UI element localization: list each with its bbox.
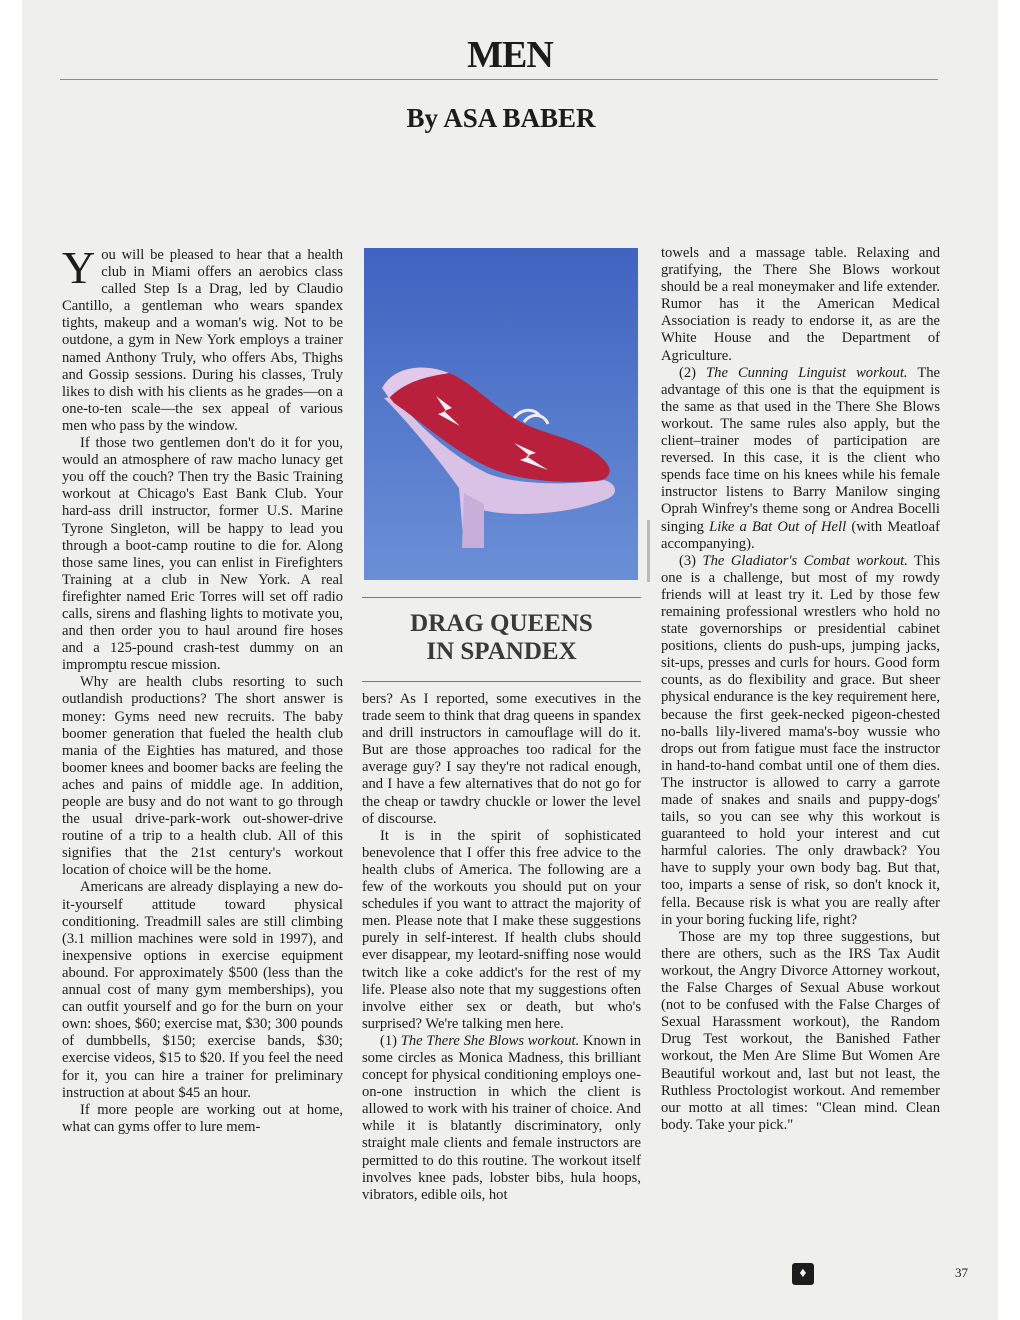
illustration-credit: [644, 520, 654, 582]
article-column-3: [661, 245, 940, 1134]
article-column-2: [362, 691, 641, 1204]
article-headline: DRAG QUEENS IN SPANDEX: [410, 610, 593, 665]
byline: By ASA BABER: [406, 103, 596, 133]
paragraph: towels and a massage table. Relaxing and gratifying, the There She Blows workout should be a real moneymaker and life extender. Rumor has it the American Medical Association is ready to endorse it, as are the White House and the Department of Agriculture.: [661, 245, 940, 364]
paragraph: You will be pleased to hear that a health club in Miami offers an aerobics class called Step Is a Drag, led by Claudio Cantillo, a gentleman who wears spandex tights, makeup and a woman's wig. Not to be outdone, a gym in New York employs a trainer named Anthony Truly, who offers Abs, Thighs and Gossip sessions. During his classes, Truly likes to dish with his clients as he grades—on a one-to-ten scale—the sex appeal of various men who pass by the window.: [62, 242, 343, 434]
red-high-heel-illustration: [364, 248, 638, 580]
headline-top-rule: [362, 597, 641, 598]
paragraph: Americans are already displaying a new do-it-yourself attitude toward physical conditioning. Treadmill sales are still climbing (3.1 million machines were sold in 1997), and inexpensive options in exercise equipment abound. For approximately $500 (less than the annual cost of many gym memberships), you can outfit yourself and go for the burn on your own: shoes, $60; exercise mat, $30; 300 pounds of dumbbells, $150; exercise bands, $30; exercise videos, $15 to $20. If you feel the need for it, you can hire a trainer for preliminary instruction at about $45 an hour.: [62, 879, 343, 1101]
paragraph: bers? As I reported, some executives in the trade seem to think that drag queens in spandex and drill instructors in camouflage will do it. But are those approaches too radical for the average guy? I say they're not radical enough, and I have a few alternatives that do not go for the cheap or tawdry chuckle or lower the level of discourse.: [362, 691, 641, 827]
header-rule: [60, 79, 938, 80]
paragraph: (1) The There She Blows workout. Known in some circles as Monica Madness, this brilliant concept for physical conditioning employs one-on-one instruction in which the client is allowed to work with his trainer of choice. And while it is blatantly discriminatory, only straight male clients and female instructors are permitted to do this routine. The workout itself involves knee pads, lobster bibs, hula hoops, vibrators, edible oils, hot: [362, 1032, 641, 1203]
section-title: MEN: [467, 34, 553, 76]
page-number: 37: [955, 1265, 968, 1280]
paragraph: Why are health clubs resorting to such outlandish productions? The short answer is money: Gyms need new recruits. The baby boomer generation that fueled the health club mania of the Eighties has matured, and those boomer knees and boomer backs are feeling the aches and pains of middle age. In addition, people are busy and do not want to go through the usual drive-park-work out-shower-drive routine of a trip to a health club. All of this signifies that the 21st century's workout location of choice will be the home.: [62, 674, 343, 879]
paragraph: (3) The Gladiator's Combat workout. This one is a challenge, but most of my rowdy friends will at least try it. Led by those few remaining professional wrestlers who hold no state governorships or presidential cabinet positions, clients do push-ups, jumping jacks, sit-ups, presses and curls for hours. Good form counts, as do flexibility and grace. But sheer physical endurance is the key requirement here, because the first geek-necked pigeon-chested no-balls lily-livered mama's-boy wussie who drops out from fatigue must face the instructor in hand-to-hand combat until one of them dies. The instructor is allowed to carry a garrote made of snakes and snails and puppy-dogs' tails, so you can see why this workout is guaranteed to hold your interest and cut harmful calories. The only drawback? You have to supply your own body bag. But that, too, imparts a sense of risk, so don't knock it, fella. Because risk is what you are really after in your boring fucking life, right?: [661, 552, 940, 928]
paragraph: It is in the spirit of sophisticated benevolence that I offer this free advice to the health clubs of America. The following are a few of the workouts you should put on your schedules if you want to attract the majority of men. Please note that I make these suggestions purely in self-interest. If health clubs should ever disappear, my leotard-sniffing nose would twitch like a coke addict's for the rest of my life. Please also note that my suggestions often involve either sex or death, but who's surprised? We're talking men here.: [362, 827, 641, 1032]
paragraph: If those two gentlemen don't do it for you, would an atmosphere of raw macho lunacy get you off the couch? Then try the Basic Training workout at Chicago's East Bank Club. Your hard-ass drill instructor, former U.S. Marine Tyrone Singleton, will be happy to lead you through a boot-camp routine to die for. Along those same lines, you can enlist in Firefighters Training at a club in New York. A real firefighter named Eric Torres will set off radio calls, sirens and flashing lights to motivate you, and then order you to haul around fire hoses and a 125-pound crash-test dummy on an impromptu rescue mission.: [62, 435, 343, 674]
headline-bottom-rule: [362, 681, 641, 682]
drop-cap: Y: [62, 242, 96, 293]
paragraph: Those are my top three suggestions, but there are others, such as the IRS Tax Audit workout, the Angry Divorce Attorney workout, the False Charges of Sexual Abuse workout (not to be confused with the False Charges of Sexual Harassment workout), the Random Drug Test workout, the Banished Father workout, the Men Are Slime But Women Are Beautiful workout and, last but not least, the Ruthless Proctologist workout. And remember our motto at all times: "Clean mind. Clean body. Take your pick.": [661, 928, 940, 1133]
rabbit-head-logo-icon: ♦: [792, 1263, 814, 1285]
paragraph: If more people are working out at home, what can gyms offer to lure mem-: [62, 1101, 343, 1135]
article-column-1: [62, 242, 343, 1136]
paragraph: (2) The Cunning Linguist workout. The advantage of this one is that the equipment is the same as that used in the There She Blows workout. The same rules also apply, but the client–trainer modes of participation are reversed. In this case, it is the client who spends face time on his knees while his female instructor listens to Barry Manilow singing Oprah Winfrey's theme song or Andrea Bocelli singing Like a Bat Out of Hell (with Meatloaf accompanying).: [661, 364, 941, 552]
